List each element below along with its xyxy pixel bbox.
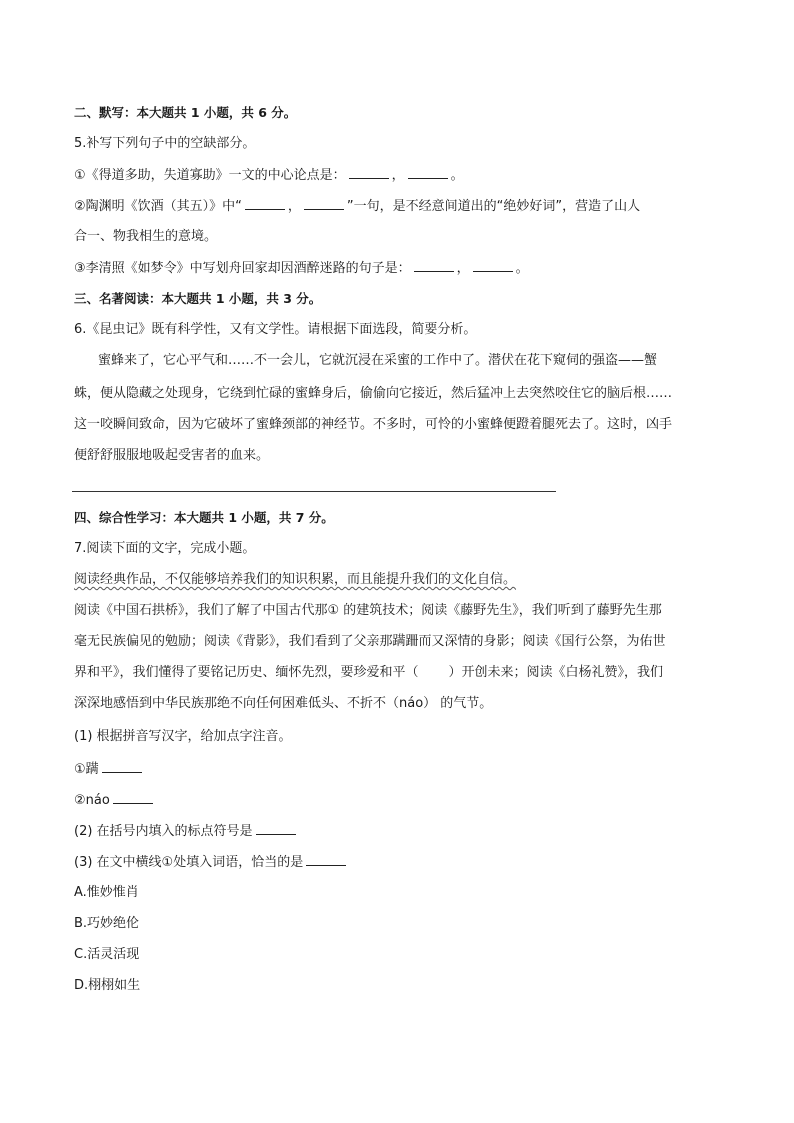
q7-passage-text: 界和平》，我们懂得了要铭记历史、缅怀先烈，要珍爱和平（: [74, 665, 419, 680]
q7-passage-line: 毫无民族偏见的勉励；阅读《背影》，我们看到了父亲那蹒跚而又深情的身影；阅读《国行公祭，为佑世: [74, 634, 666, 649]
section-2-header: 二、默写：本大题共 1 小题，共 6 分。: [74, 105, 297, 120]
q7-sub2: [74, 822, 299, 841]
section-3-header: 三、名著阅读：本大题共 1 小题，共 3 分。: [74, 291, 322, 306]
q5-item-3-text: ③李清照《如梦令》中写划舟回家却因酒醉迷路的句子是：: [74, 261, 411, 276]
q5-title: 5.补写下列句子中的空缺部分。: [74, 136, 256, 151]
q7-title: 7.阅读下面的文字，完成小题。: [74, 541, 256, 556]
q7-sub3: [74, 853, 349, 872]
q5-item-1-text: ①《得道多助，失道寡助》一文的中心论点是：: [74, 168, 346, 183]
q7-sub1-b-label: ②náo: [74, 793, 110, 808]
q7-passage-line: 深深地感悟到中华民族那绝不向任何困难低头、不折不（náo） 的气节。: [74, 696, 493, 711]
q5-item-2-tail: ”一句，是不经意间道出的“绝妙好词”，营造了山人: [346, 199, 641, 214]
q7-sub1-a-label: ①蹒: [74, 762, 99, 777]
separator: ，: [456, 261, 470, 276]
q6-passage-line: 蜜蜂来了，它心平气和……不一会儿，它就沉浸在采蜜的工作中了。潜伏在花下窥伺的强盗——蟹: [98, 353, 658, 368]
q6-passage-line: 蛛，便从隐藏之处现身，它绕到忙碌的蜜蜂身后，偷偷向它接近，然后猛冲上去突然咬住它的脑后根……: [74, 386, 673, 401]
q6-passage-line: 便舒舒服服地吸起受害者的血来。: [74, 448, 270, 463]
answer-blank[interactable]: [304, 197, 344, 210]
option-c[interactable]: C.活灵活现: [74, 947, 140, 962]
q5-item-1: [74, 166, 464, 185]
q7-sub1: (1) 根据拼音写汉字，给加点字注音。: [74, 729, 292, 744]
answer-blank[interactable]: [256, 822, 296, 835]
option-b[interactable]: B.巧妙绝伦: [74, 916, 140, 931]
q7-sub3-text: (3) 在文中横线①处填入词语，恰当的是: [74, 855, 304, 870]
q7-sub1-b: [74, 791, 156, 810]
option-d[interactable]: D.栩栩如生: [74, 978, 141, 993]
q6-title: 6.《昆虫记》既有科学性，又有文学性。请根据下面选段，简要分析。: [74, 322, 477, 337]
q7-sub2-text: (2) 在括号内填入的标点符号是: [74, 824, 253, 839]
q6-passage-line: 这一咬瞬间致命，因为它破坏了蜜蜂颈部的神经节。不多时，可怜的小蜜蜂便蹬着腿死去了。这时，凶手: [74, 417, 673, 432]
q7-passage-line: 阅读《中国石拱桥》，我们了解了中国古代那① 的建筑技术；阅读《藤野先生》，我们听到了藤野先生那: [74, 603, 662, 618]
q5-item-2-text: ②陶渊明《饮酒（其五）》中“: [74, 199, 242, 214]
separator: ，: [287, 199, 301, 214]
q5-item-3: [74, 259, 529, 278]
terminator: 。: [450, 168, 464, 183]
answer-blank[interactable]: [414, 259, 454, 272]
answer-blank[interactable]: [473, 259, 513, 272]
answer-blank[interactable]: [306, 853, 346, 866]
answer-blank[interactable]: [245, 197, 285, 210]
answer-blank[interactable]: [408, 166, 448, 179]
answer-blank[interactable]: [102, 760, 142, 773]
section-4-header: 四、综合性学习：本大题共 1 小题，共 7 分。: [74, 510, 334, 525]
option-a[interactable]: A.惟妙惟肖: [74, 885, 139, 900]
q7-sub1-a: [74, 760, 145, 779]
answer-blank[interactable]: [113, 791, 153, 804]
q7-passage-line: [74, 664, 663, 682]
separator: ，: [391, 168, 405, 183]
q5-item-2: [74, 197, 640, 216]
terminator: 。: [515, 261, 529, 276]
q7-lead-sentence: 阅读经典作品，不仅能够培养我们的知识积累，而且能提升我们的文化自信。: [74, 572, 517, 587]
answer-line[interactable]: [72, 491, 556, 492]
q5-item-2-line2: 合一、物我相生的意境。: [74, 229, 218, 244]
q7-passage-text: ）开创未来；阅读《白杨礼赞》，我们: [448, 665, 664, 680]
answer-blank[interactable]: [349, 166, 389, 179]
